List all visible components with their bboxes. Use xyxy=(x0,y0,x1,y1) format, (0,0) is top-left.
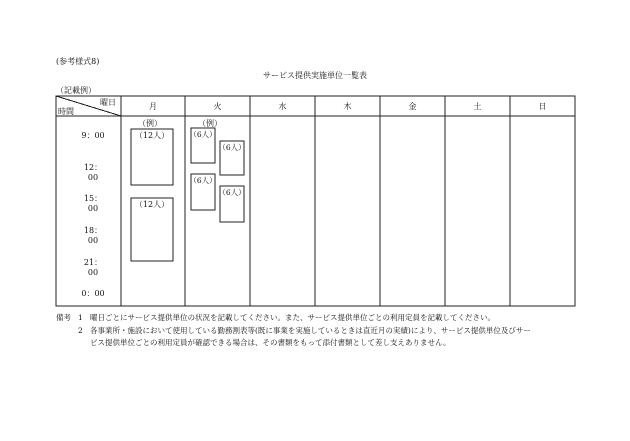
day-header-mon: 月 xyxy=(149,102,157,111)
tue-unit-capacity: （6人） xyxy=(189,130,217,139)
tue-unit-capacity: （6人） xyxy=(218,143,246,152)
remark-number: 2 xyxy=(78,325,83,335)
day-header-thu: 木 xyxy=(343,102,352,111)
remark-number: 1 xyxy=(78,313,83,322)
corner-time-label: 時間 xyxy=(58,107,74,116)
form-number-label: (参考様式8) xyxy=(56,57,100,66)
time-label: 0：00 xyxy=(81,289,105,298)
mon-example-tag: （例） xyxy=(138,119,162,128)
time-label: 21：00 xyxy=(83,258,103,277)
tue-unit-capacity: （6人） xyxy=(189,176,217,185)
time-label: 12：00 xyxy=(83,163,103,182)
example-label: （記載例） xyxy=(56,86,96,95)
remark-text: 曜日ごとにサービス提供単位の状況を記載してください。また、サービス提供単位ごとの利用定員を記載してください。 xyxy=(90,313,495,322)
mon-unit-capacity: （12人） xyxy=(134,131,170,140)
time-label: 15：00 xyxy=(83,194,103,213)
tue-example-tag: （例） xyxy=(198,119,222,128)
remark-text-continued: ビス提供単位ごとの利用定員が確認できる場合は、その書類をもって添付書類として差し支えありません。 xyxy=(90,338,451,347)
time-label: 18：00 xyxy=(83,226,103,245)
remarks-lead: 備考 xyxy=(56,313,71,322)
remark-text: 各事業所・施設において使用している勤務割表等(既に事業を実施しているときは直近月の実績)により、サービス提供単位及びサー xyxy=(90,325,531,335)
time-label: 9：00 xyxy=(81,131,105,140)
day-header-wed: 水 xyxy=(278,102,287,111)
day-header-sun: 日 xyxy=(538,102,547,111)
tue-unit-capacity: （6人） xyxy=(218,188,246,197)
mon-unit-capacity: （12人） xyxy=(134,200,170,209)
document-title: サービス提供実施単位一覧表 xyxy=(263,71,367,80)
day-header-tue: 火 xyxy=(213,102,222,111)
day-header-sat: 土 xyxy=(473,102,482,111)
day-header-fri: 金 xyxy=(408,102,417,111)
remarks-section xyxy=(56,312,616,350)
corner-weekday-label: 曜日 xyxy=(100,98,116,107)
